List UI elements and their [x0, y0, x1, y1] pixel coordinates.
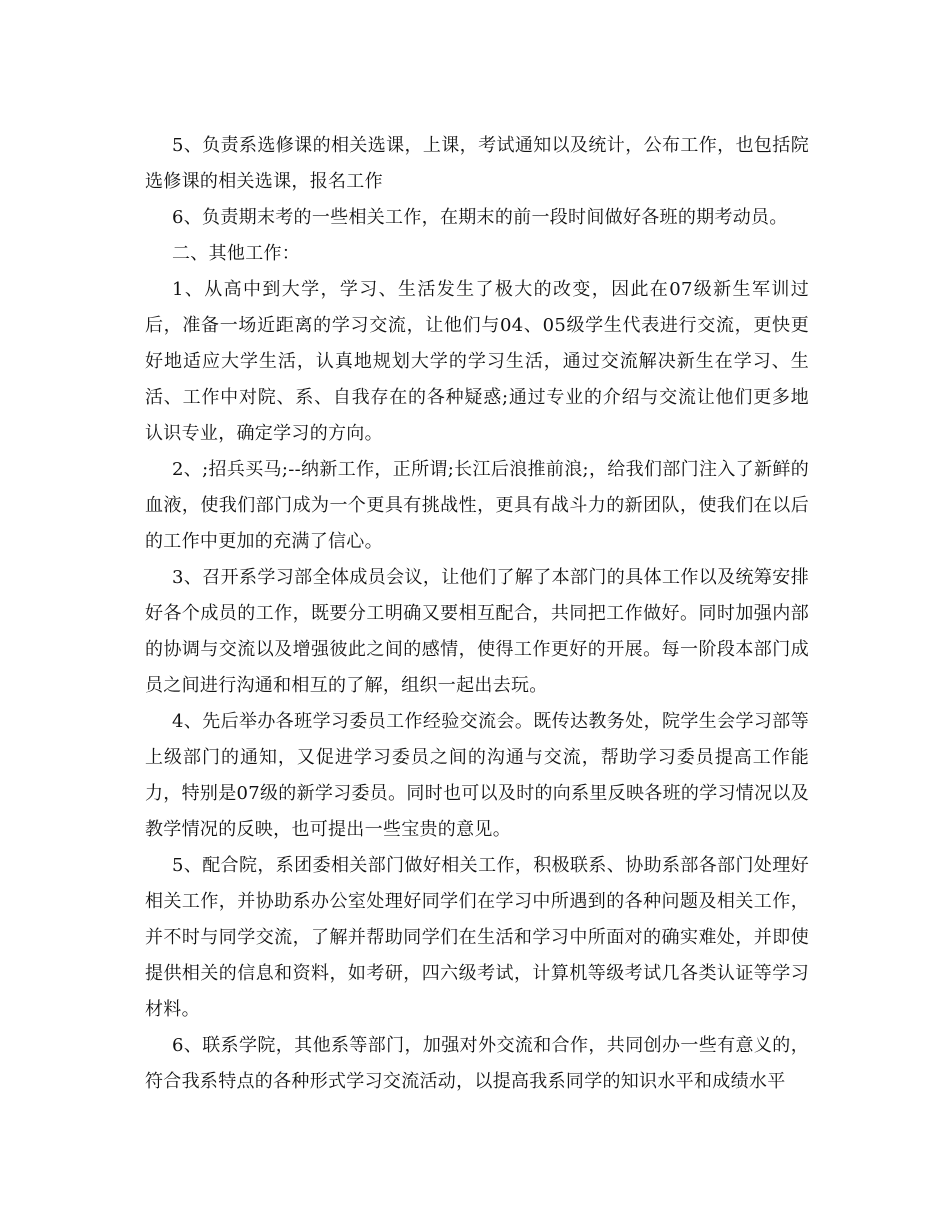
paragraph-cooperation: 5、配合院，系团委相关部门做好相关工作，积极联系、协助系部各部门处理好相关工作，并协助系办公室处理好同学们在学习中所遇到的各种问题及相关工作，并不时与同学交流，了解并帮助同学们在生活和学习中所面对的确实难处，并即使提供相关的信息和资料，如考研，四六级考试，计算机等级考试几各类认证等学习材料。 — [145, 855, 809, 1020]
paragraph-final-exam-duty: 6、负责期末考的一些相关工作，在期末的前一段时间做好各班的期考动员。 — [172, 207, 788, 228]
paragraph-study-committee-exchange: 4、先后举办各班学习委员工作经验交流会。既传达教务处，院学生会学习部等上级部门的通知，又促进学习委员之间的沟通与交流，帮助学习委员提高工作能力，特别是07级的新学习委员。同时也可以及时的向系里反映各班的学习情况以及教学情况的反映，也可提出一些宝贵的意见。 — [145, 711, 810, 840]
paragraph-external-exchange: 6、联系学院，其他系等部门，加强对外交流和合作，共同创办一些有意义的，符合我系特点的各种形式学习交流活动，以提高我系同学的知识水平和成绩水平 — [145, 1035, 809, 1092]
paragraph-member-meeting: 3、召开系学习部全体成员会议，让他们了解了本部门的具体工作以及统筹安排好各个成员的工作，既要分工明确又要相互配合，共同把工作做好。同时加强内部的协调与交流以及增强彼此之间的感情，使得工作更好的开展。每一阶段本部门成员之间进行沟通和相互的了解，组织一起出去玩。 — [145, 567, 809, 696]
paragraph-freshman-exchange: 1、从高中到大学，学习、生活发生了极大的改变，因此在07级新生军训过后，准备一场近距离的学习交流，让他们与04、05级学生代表进行交流，更快更好地适应大学生活，认真地规划大学的学习生活，通过交流解决新生在学习、生活、工作中对院、系、自我存在的各种疑惑;通过专业的介绍与交流让他们更多地认识专业，确定学习的方向。 — [145, 279, 809, 444]
paragraph-elective-course-duty: 5、负责系选修课的相关选课，上课，考试通知以及统计，公布工作，也包括院选修课的相关选课，报名工作 — [145, 135, 809, 192]
section-heading-other-work: 二、其他工作： — [172, 243, 301, 264]
document-body — [145, 128, 809, 1100]
paragraph-recruitment: 2、;招兵买马;--纳新工作，正所谓;长江后浪推前浪;，给我们部门注入了新鲜的血液，使我们部门成为一个更具有挑战性，更具有战斗力的新团队，使我们在以后的工作中更加的充满了信心。 — [145, 459, 809, 552]
